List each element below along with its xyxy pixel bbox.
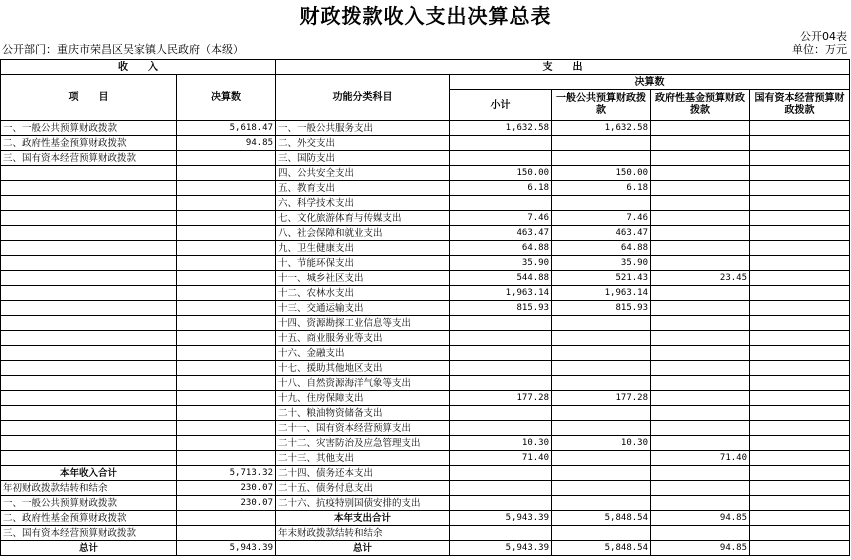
table-row xyxy=(1,496,850,511)
state-capital-cell xyxy=(750,196,850,211)
income-item-cell xyxy=(1,391,177,406)
gov-fund-cell xyxy=(651,166,750,181)
subtotal-header: 小计 xyxy=(450,90,552,121)
income-item-cell xyxy=(1,421,177,436)
table-row xyxy=(1,226,850,241)
income-value-cell xyxy=(177,166,276,181)
state-capital-cell xyxy=(750,406,850,421)
income-value-cell xyxy=(177,211,276,226)
table-row xyxy=(1,121,850,136)
general-budget-cell xyxy=(552,151,651,166)
expense-category-cell: 二十一、国有资本经营预算支出 xyxy=(276,421,450,436)
income-value-cell xyxy=(177,241,276,256)
table-row xyxy=(1,406,850,421)
state-capital-cell xyxy=(750,331,850,346)
state-capital-cell xyxy=(750,271,850,286)
income-item-cell xyxy=(1,436,177,451)
state-capital-cell xyxy=(750,496,850,511)
subtotal-cell: 5,943.39 xyxy=(450,511,552,526)
income-final-header: 决算数 xyxy=(177,75,276,121)
state-capital-cell xyxy=(750,481,850,496)
subtotal-cell: 1,963.14 xyxy=(450,286,552,301)
income-value-cell: 5,943.39 xyxy=(177,541,276,556)
gov-fund-cell xyxy=(651,331,750,346)
state-capital-cell xyxy=(750,181,850,196)
income-value-cell: 5,618.47 xyxy=(177,121,276,136)
table-row xyxy=(1,541,850,556)
general-budget-cell: 10.30 xyxy=(552,436,651,451)
income-item-cell xyxy=(1,256,177,271)
state-capital-cell xyxy=(750,346,850,361)
gov-fund-cell xyxy=(651,211,750,226)
gov-fund-cell xyxy=(651,301,750,316)
gov-fund-cell xyxy=(651,286,750,301)
expense-category-cell: 总计 xyxy=(276,541,450,556)
income-value-cell xyxy=(177,226,276,241)
income-value-cell xyxy=(177,181,276,196)
general-budget-cell xyxy=(552,496,651,511)
income-value-cell xyxy=(177,316,276,331)
income-item-cell xyxy=(1,226,177,241)
income-value-cell xyxy=(177,196,276,211)
subtotal-cell xyxy=(450,136,552,151)
expense-category-cell: 二十六、抗疫特别国债安排的支出 xyxy=(276,496,450,511)
gov-fund-cell xyxy=(651,136,750,151)
expense-category-cell: 十、节能环保支出 xyxy=(276,256,450,271)
state-capital-cell xyxy=(750,256,850,271)
gov-fund-cell xyxy=(651,226,750,241)
general-budget-cell: 521.43 xyxy=(552,271,651,286)
state-capital-cell xyxy=(750,286,850,301)
income-value-cell: 230.07 xyxy=(177,496,276,511)
income-item-cell xyxy=(1,211,177,226)
item-header: 项 目 xyxy=(1,75,177,121)
income-value-cell xyxy=(177,511,276,526)
table-row xyxy=(1,166,850,181)
table-row xyxy=(1,466,850,481)
subtotal-cell: 544.88 xyxy=(450,271,552,286)
income-section-header: 收 入 xyxy=(1,60,276,75)
income-item-cell: 年初财政拨款结转和结余 xyxy=(1,481,177,496)
general-budget-cell xyxy=(552,136,651,151)
state-capital-cell xyxy=(750,511,850,526)
expense-category-cell: 二、外交支出 xyxy=(276,136,450,151)
expense-section-header: 支 出 xyxy=(276,60,850,75)
income-item-cell xyxy=(1,286,177,301)
table-row xyxy=(1,256,850,271)
general-budget-cell xyxy=(552,361,651,376)
general-budget-cell xyxy=(552,466,651,481)
income-item-cell xyxy=(1,181,177,196)
expense-category-cell: 二十三、其他支出 xyxy=(276,451,450,466)
general-budget-cell: 150.00 xyxy=(552,166,651,181)
state-capital-cell xyxy=(750,241,850,256)
state-capital-cell xyxy=(750,121,850,136)
state-capital-cell xyxy=(750,466,850,481)
general-budget-cell xyxy=(552,481,651,496)
subtotal-cell xyxy=(450,496,552,511)
general-budget-cell: 1,963.14 xyxy=(552,286,651,301)
subtotal-cell xyxy=(450,196,552,211)
income-value-cell xyxy=(177,391,276,406)
state-capital-cell xyxy=(750,301,850,316)
income-value-cell xyxy=(177,376,276,391)
table-row xyxy=(1,526,850,541)
table-row xyxy=(1,136,850,151)
income-item-cell xyxy=(1,241,177,256)
table-row xyxy=(1,481,850,496)
subtotal-cell: 150.00 xyxy=(450,166,552,181)
income-item-cell: 三、国有资本经营预算财政拨款 xyxy=(1,526,177,541)
subtotal-cell: 64.88 xyxy=(450,241,552,256)
general-budget-cell: 1,632.58 xyxy=(552,121,651,136)
table-row xyxy=(1,376,850,391)
gov-fund-header: 政府性基金预算财政拨款 xyxy=(651,90,750,121)
subtotal-cell: 71.40 xyxy=(450,451,552,466)
gov-fund-cell xyxy=(651,151,750,166)
gov-fund-cell xyxy=(651,121,750,136)
expense-category-cell: 二十、粮油物资储备支出 xyxy=(276,406,450,421)
subtotal-cell: 10.30 xyxy=(450,436,552,451)
income-item-cell: 二、政府性基金预算财政拨款 xyxy=(1,136,177,151)
gov-fund-cell xyxy=(651,496,750,511)
table-row xyxy=(1,361,850,376)
income-value-cell xyxy=(177,271,276,286)
general-budget-cell xyxy=(552,331,651,346)
income-item-cell xyxy=(1,331,177,346)
income-value-cell xyxy=(177,151,276,166)
expense-category-cell: 本年支出合计 xyxy=(276,511,450,526)
gov-fund-cell xyxy=(651,526,750,541)
state-capital-cell xyxy=(750,421,850,436)
state-capital-cell xyxy=(750,436,850,451)
expense-category-cell: 二十五、债务付息支出 xyxy=(276,481,450,496)
table-row xyxy=(1,331,850,346)
state-capital-cell xyxy=(750,391,850,406)
general-budget-cell: 6.18 xyxy=(552,181,651,196)
income-item-cell xyxy=(1,406,177,421)
table-row xyxy=(1,181,850,196)
subtotal-cell: 177.28 xyxy=(450,391,552,406)
table-row xyxy=(1,301,850,316)
subtotal-cell xyxy=(450,316,552,331)
gov-fund-cell: 94.85 xyxy=(651,511,750,526)
income-value-cell xyxy=(177,361,276,376)
subtotal-cell xyxy=(450,421,552,436)
subtotal-cell xyxy=(450,406,552,421)
subtotal-cell xyxy=(450,361,552,376)
general-budget-cell xyxy=(552,526,651,541)
expense-category-cell: 七、文化旅游体育与传媒支出 xyxy=(276,211,450,226)
expense-category-cell: 十二、农林水支出 xyxy=(276,286,450,301)
general-budget-cell: 7.46 xyxy=(552,211,651,226)
income-value-cell: 5,713.32 xyxy=(177,466,276,481)
general-budget-cell xyxy=(552,346,651,361)
income-item-cell xyxy=(1,196,177,211)
expense-category-cell: 十六、金融支出 xyxy=(276,346,450,361)
expense-category-cell: 十一、城乡社区支出 xyxy=(276,271,450,286)
general-budget-cell xyxy=(552,196,651,211)
subtotal-cell xyxy=(450,346,552,361)
state-capital-cell xyxy=(750,526,850,541)
state-capital-header: 国有资本经营预算财政拨款 xyxy=(750,90,850,121)
income-item-cell xyxy=(1,376,177,391)
general-budget-cell: 35.90 xyxy=(552,256,651,271)
income-item-cell: 本年收入合计 xyxy=(1,466,177,481)
state-capital-cell xyxy=(750,376,850,391)
general-budget-cell: 5,848.54 xyxy=(552,511,651,526)
state-capital-cell xyxy=(750,361,850,376)
gov-fund-cell xyxy=(651,481,750,496)
gov-fund-cell xyxy=(651,406,750,421)
gov-fund-cell xyxy=(651,241,750,256)
gov-fund-cell: 71.40 xyxy=(651,451,750,466)
budget-summary-table xyxy=(0,59,850,556)
income-value-cell xyxy=(177,406,276,421)
income-item-cell: 一、一般公共预算财政拨款 xyxy=(1,496,177,511)
gov-fund-cell xyxy=(651,361,750,376)
table-row xyxy=(1,151,850,166)
department-label: 公开部门：重庆市荣昌区吴家镇人民政府（本级） xyxy=(2,43,244,56)
state-capital-cell xyxy=(750,541,850,556)
income-item-cell xyxy=(1,451,177,466)
subtotal-cell: 5,943.39 xyxy=(450,541,552,556)
table-row xyxy=(1,286,850,301)
table-row xyxy=(1,451,850,466)
expense-category-cell: 十八、自然资源海洋气象等支出 xyxy=(276,376,450,391)
expense-category-cell: 十五、商业服务业等支出 xyxy=(276,331,450,346)
gov-fund-cell xyxy=(651,346,750,361)
income-item-cell xyxy=(1,271,177,286)
general-budget-cell xyxy=(552,406,651,421)
expense-category-cell: 十九、住房保障支出 xyxy=(276,391,450,406)
form-code: 公开04表 xyxy=(800,30,847,43)
subtotal-cell xyxy=(450,466,552,481)
income-value-cell xyxy=(177,436,276,451)
income-item-cell xyxy=(1,346,177,361)
gov-fund-cell xyxy=(651,436,750,451)
general-budget-header: 一般公共预算财政拨款 xyxy=(552,90,651,121)
subtotal-cell xyxy=(450,376,552,391)
expense-category-cell: 一、一般公共服务支出 xyxy=(276,121,450,136)
expense-category-cell: 六、科学技术支出 xyxy=(276,196,450,211)
table-row xyxy=(1,421,850,436)
state-capital-cell xyxy=(750,136,850,151)
gov-fund-cell xyxy=(651,196,750,211)
income-item-cell: 二、政府性基金预算财政拨款 xyxy=(1,511,177,526)
state-capital-cell xyxy=(750,211,850,226)
income-value-cell: 94.85 xyxy=(177,136,276,151)
income-value-cell xyxy=(177,526,276,541)
gov-fund-cell xyxy=(651,316,750,331)
general-budget-cell: 64.88 xyxy=(552,241,651,256)
expense-category-cell: 二十四、债务还本支出 xyxy=(276,466,450,481)
gov-fund-cell xyxy=(651,421,750,436)
expense-category-cell: 十四、资源勘探工业信息等支出 xyxy=(276,316,450,331)
subtotal-cell xyxy=(450,151,552,166)
gov-fund-cell xyxy=(651,181,750,196)
income-item-cell: 总计 xyxy=(1,541,177,556)
income-value-cell xyxy=(177,451,276,466)
general-budget-cell xyxy=(552,451,651,466)
gov-fund-cell xyxy=(651,466,750,481)
general-budget-cell xyxy=(552,421,651,436)
gov-fund-cell: 23.45 xyxy=(651,271,750,286)
subtotal-cell: 463.47 xyxy=(450,226,552,241)
income-item-cell xyxy=(1,361,177,376)
table-row xyxy=(1,271,850,286)
subtotal-cell: 7.46 xyxy=(450,211,552,226)
subtotal-cell xyxy=(450,331,552,346)
income-value-cell: 230.07 xyxy=(177,481,276,496)
state-capital-cell xyxy=(750,226,850,241)
general-budget-cell xyxy=(552,376,651,391)
report-title: 财政拨款收入支出决算总表 xyxy=(299,4,552,28)
expense-category-cell: 二十二、灾害防治及应急管理支出 xyxy=(276,436,450,451)
expense-category-cell: 五、教育支出 xyxy=(276,181,450,196)
table-row xyxy=(1,391,850,406)
expense-category-cell: 三、国防支出 xyxy=(276,151,450,166)
expense-final-header: 决算数 xyxy=(450,75,850,90)
income-value-cell xyxy=(177,421,276,436)
gov-fund-cell xyxy=(651,391,750,406)
state-capital-cell xyxy=(750,151,850,166)
general-budget-cell: 5,848.54 xyxy=(552,541,651,556)
income-value-cell xyxy=(177,256,276,271)
table-row xyxy=(1,436,850,451)
subtotal-cell xyxy=(450,481,552,496)
subtotal-cell: 1,632.58 xyxy=(450,121,552,136)
table-row xyxy=(1,346,850,361)
subtotal-cell: 815.93 xyxy=(450,301,552,316)
general-budget-cell: 463.47 xyxy=(552,226,651,241)
table-row xyxy=(1,211,850,226)
income-value-cell xyxy=(177,286,276,301)
general-budget-cell xyxy=(552,316,651,331)
expense-category-cell: 八、社会保障和就业支出 xyxy=(276,226,450,241)
function-category-header: 功能分类科目 xyxy=(276,75,450,121)
income-item-cell xyxy=(1,316,177,331)
income-value-cell xyxy=(177,331,276,346)
expense-category-cell: 四、公共安全支出 xyxy=(276,166,450,181)
subtotal-cell xyxy=(450,526,552,541)
income-item-cell xyxy=(1,301,177,316)
expense-category-cell: 十三、交通运输支出 xyxy=(276,301,450,316)
gov-fund-cell: 94.85 xyxy=(651,541,750,556)
gov-fund-cell xyxy=(651,376,750,391)
table-row xyxy=(1,316,850,331)
income-item-cell: 三、国有资本经营预算财政拨款 xyxy=(1,151,177,166)
table-row xyxy=(1,511,850,526)
state-capital-cell xyxy=(750,316,850,331)
subtotal-cell: 35.90 xyxy=(450,256,552,271)
unit-label: 单位：万元 xyxy=(792,43,847,56)
state-capital-cell xyxy=(750,451,850,466)
subtotal-cell: 6.18 xyxy=(450,181,552,196)
table-row xyxy=(1,241,850,256)
income-value-cell xyxy=(177,301,276,316)
general-budget-cell: 177.28 xyxy=(552,391,651,406)
table-row xyxy=(1,196,850,211)
expense-category-cell: 九、卫生健康支出 xyxy=(276,241,450,256)
income-item-cell xyxy=(1,166,177,181)
general-budget-cell: 815.93 xyxy=(552,301,651,316)
expense-category-cell: 十七、援助其他地区支出 xyxy=(276,361,450,376)
state-capital-cell xyxy=(750,166,850,181)
gov-fund-cell xyxy=(651,256,750,271)
expense-category-cell: 年末财政拨款结转和结余 xyxy=(276,526,450,541)
income-item-cell: 一、一般公共预算财政拨款 xyxy=(1,121,177,136)
income-value-cell xyxy=(177,346,276,361)
